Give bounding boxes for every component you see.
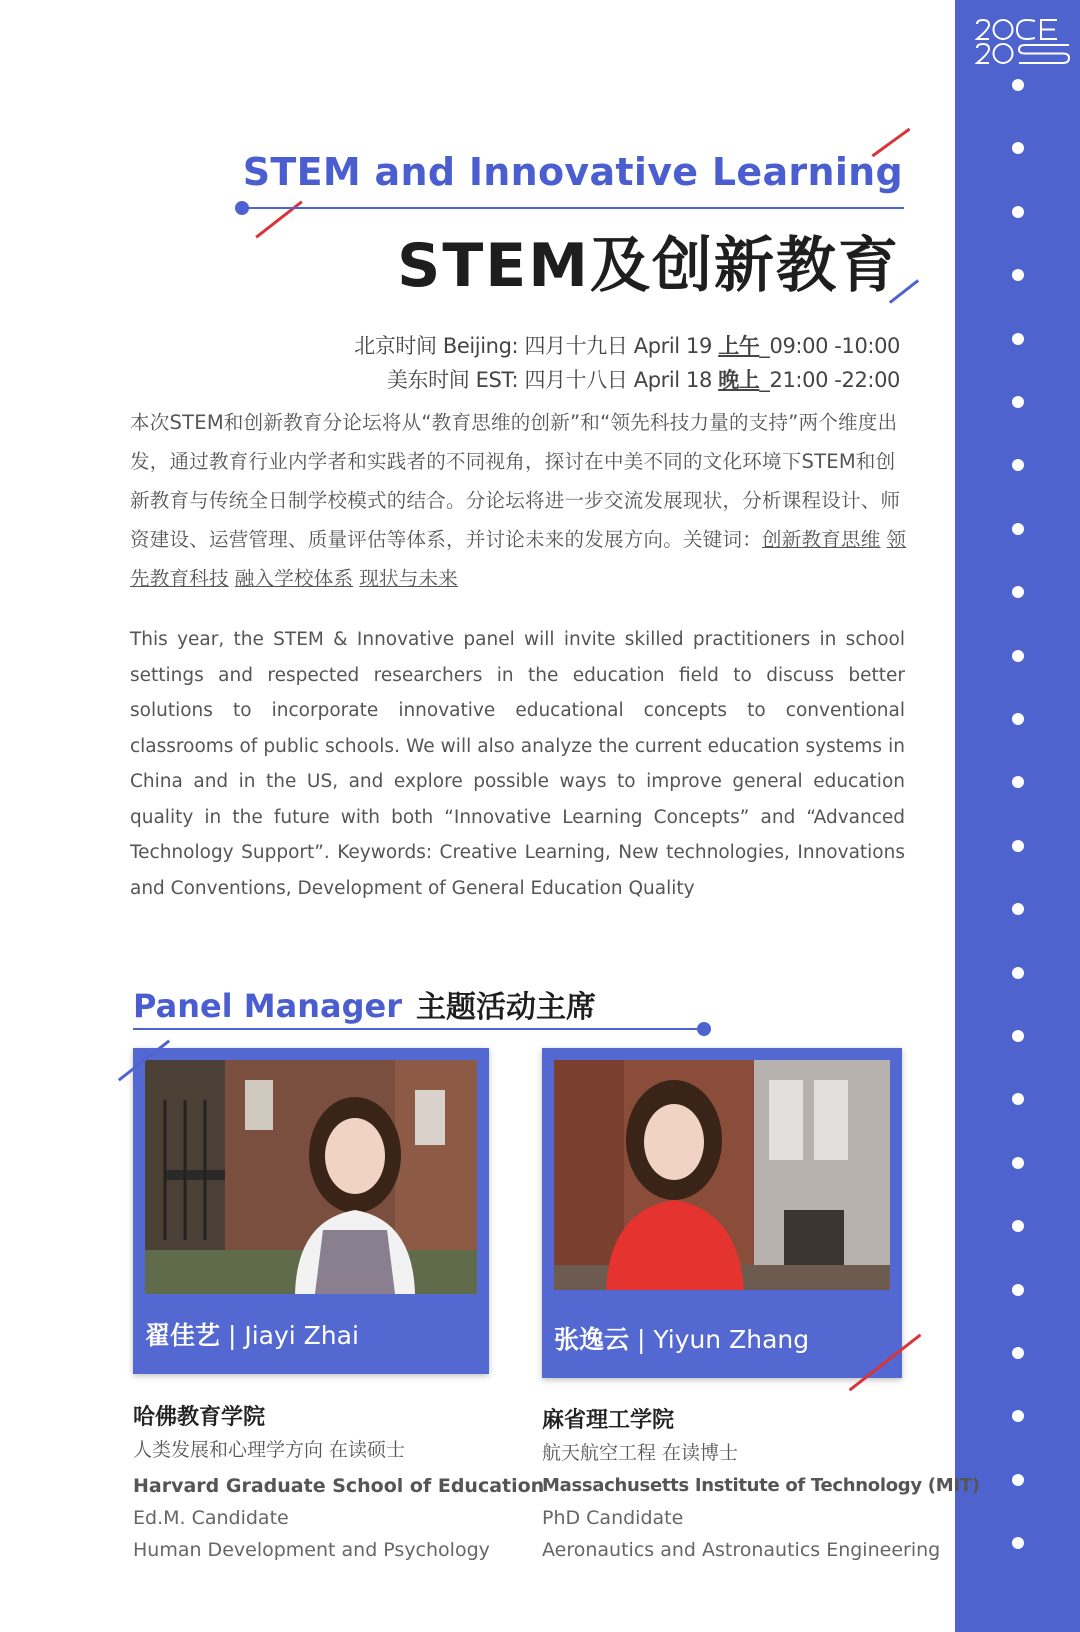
schedule-est [387,364,900,394]
title-chinese: STEM及创新教育 [397,231,900,301]
sidebar-dot [1012,1284,1024,1296]
sidebar-dot [1012,1220,1024,1232]
person-card [133,1048,489,1374]
person-name-en: Jiayi Zhai [244,1321,359,1350]
name-separator: | [629,1325,654,1354]
keyword: 现状与未来 [359,567,459,590]
sidebar-dot [1012,396,1024,408]
sidebar-dot [1012,1410,1024,1422]
sidebar-dot [1012,650,1024,662]
institution-cn: 哈佛教育学院 [133,1405,266,1430]
sidebar-dot [1012,523,1024,535]
sidebar-dot [1012,967,1024,979]
sidebar-dot [1012,333,1024,345]
field-en: Aeronautics and Astronautics Engineering [542,1539,941,1561]
person-photo [145,1060,477,1294]
description-chinese-text: 本次STEM和创新教育分论坛将从“教育思维的创新”和“领先科技力量的支持”两个维度出发，通过教育行业内学者和实践者的不同视角，探讨在中美不同的文化环境下STEM和创新教育与传统全日制学校模式的结合。分论坛将进一步交流发展现状，分析课程设计、师资建设、运营管理、质量评估等体系，并讨论未来的发展方向。关键词： [130,411,901,551]
schedule-est-time: _21:00 -22:00 [759,368,900,392]
person-name-cn: 翟佳艺 [145,1321,221,1350]
keyword: 领先教育科技 [130,528,907,590]
sidebar-dot [1012,1030,1024,1042]
panel-manager-rule [133,1028,703,1030]
schedule-est-date: 美东时间 EST: 四月十八日 April 18 [386,368,719,392]
sidebar-dot [1012,1474,1024,1486]
person-photo-illustration [554,1060,890,1290]
panel-manager-heading [133,982,596,1026]
sidebar-dot [1012,713,1024,725]
panel-manager-title-en: Panel Manager [133,987,402,1025]
sidebar-dot [1012,903,1024,915]
institution-en: Massachusetts Institute of Technology (MIT) [542,1475,980,1496]
schedule-beijing-time: _09:00 -10:00 [759,334,900,358]
sidebar-dot [1012,459,1024,471]
panel-manager-rule-dot [697,1022,711,1036]
sidebar-dot [1012,1347,1024,1359]
sidebar-decoration [955,0,1080,1632]
schedule-beijing-period: 上午 [718,334,760,358]
name-separator: | [220,1321,245,1350]
role-en: Ed.M. Candidate [133,1507,289,1529]
person-name-en: Yiyun Zhang [653,1325,810,1354]
sidebar-dot [1012,79,1024,91]
schedule-beijing [354,330,900,360]
schedule-est-period: 晚上 [718,368,760,392]
conference-logo-icon [975,18,1071,66]
institution-en: Harvard Graduate School of Education [133,1475,545,1497]
title-rule [242,207,904,209]
field-en: Human Development and Psychology [133,1539,490,1561]
description-english: This year, the STEM & Innovative panel will invite skilled practitioners in school settings and respected researchers in the education field to discuss better solutions to incorporate innovative educational concepts to conventional classrooms of public schools. We will also analyze the current education systems in China and in the US, and explore possible ways to improve general education quality in the future with both “Innovative Learning Concepts” and “Advanced Technology Support”. Keywords: Creative Learning, New technologies, Innovations and Conventions, Development of General Education Quality [130,629,905,899]
sidebar-dot [1012,1093,1024,1105]
sidebar-dot [1012,1157,1024,1169]
person-photo [554,1060,890,1290]
keyword: 融入学校体系 [234,567,354,590]
sidebar-dot [1012,269,1024,281]
person-name [554,1320,809,1356]
person-name [145,1316,359,1352]
sidebar-dot [1012,142,1024,154]
panel-manager-title-cn: 主题活动主席 [415,990,596,1025]
sidebar-dot [1012,776,1024,788]
sidebar-dot [1012,586,1024,598]
keyword: 创新教育思维 [762,528,881,551]
schedule-beijing-date: 北京时间 Beijing: 四月十九日 April 19 [354,334,719,358]
sidebar-dot [1012,1537,1024,1549]
institution-cn: 麻省理工学院 [542,1408,675,1433]
title-english: STEM and Innovative Learning [242,150,903,194]
sidebar-dot [1012,840,1024,852]
role-en: PhD Candidate [542,1507,684,1529]
department-cn: 人类发展和心理学方向 在读硕士 [133,1439,406,1461]
person-name-cn: 张逸云 [554,1325,630,1354]
department-cn: 航天航空工程 在读博士 [542,1442,739,1464]
description-chinese [130,403,910,598]
person-card [542,1048,902,1378]
sidebar-dot [1012,206,1024,218]
title-rule-dot [235,201,249,215]
person-photo-illustration [145,1060,477,1294]
